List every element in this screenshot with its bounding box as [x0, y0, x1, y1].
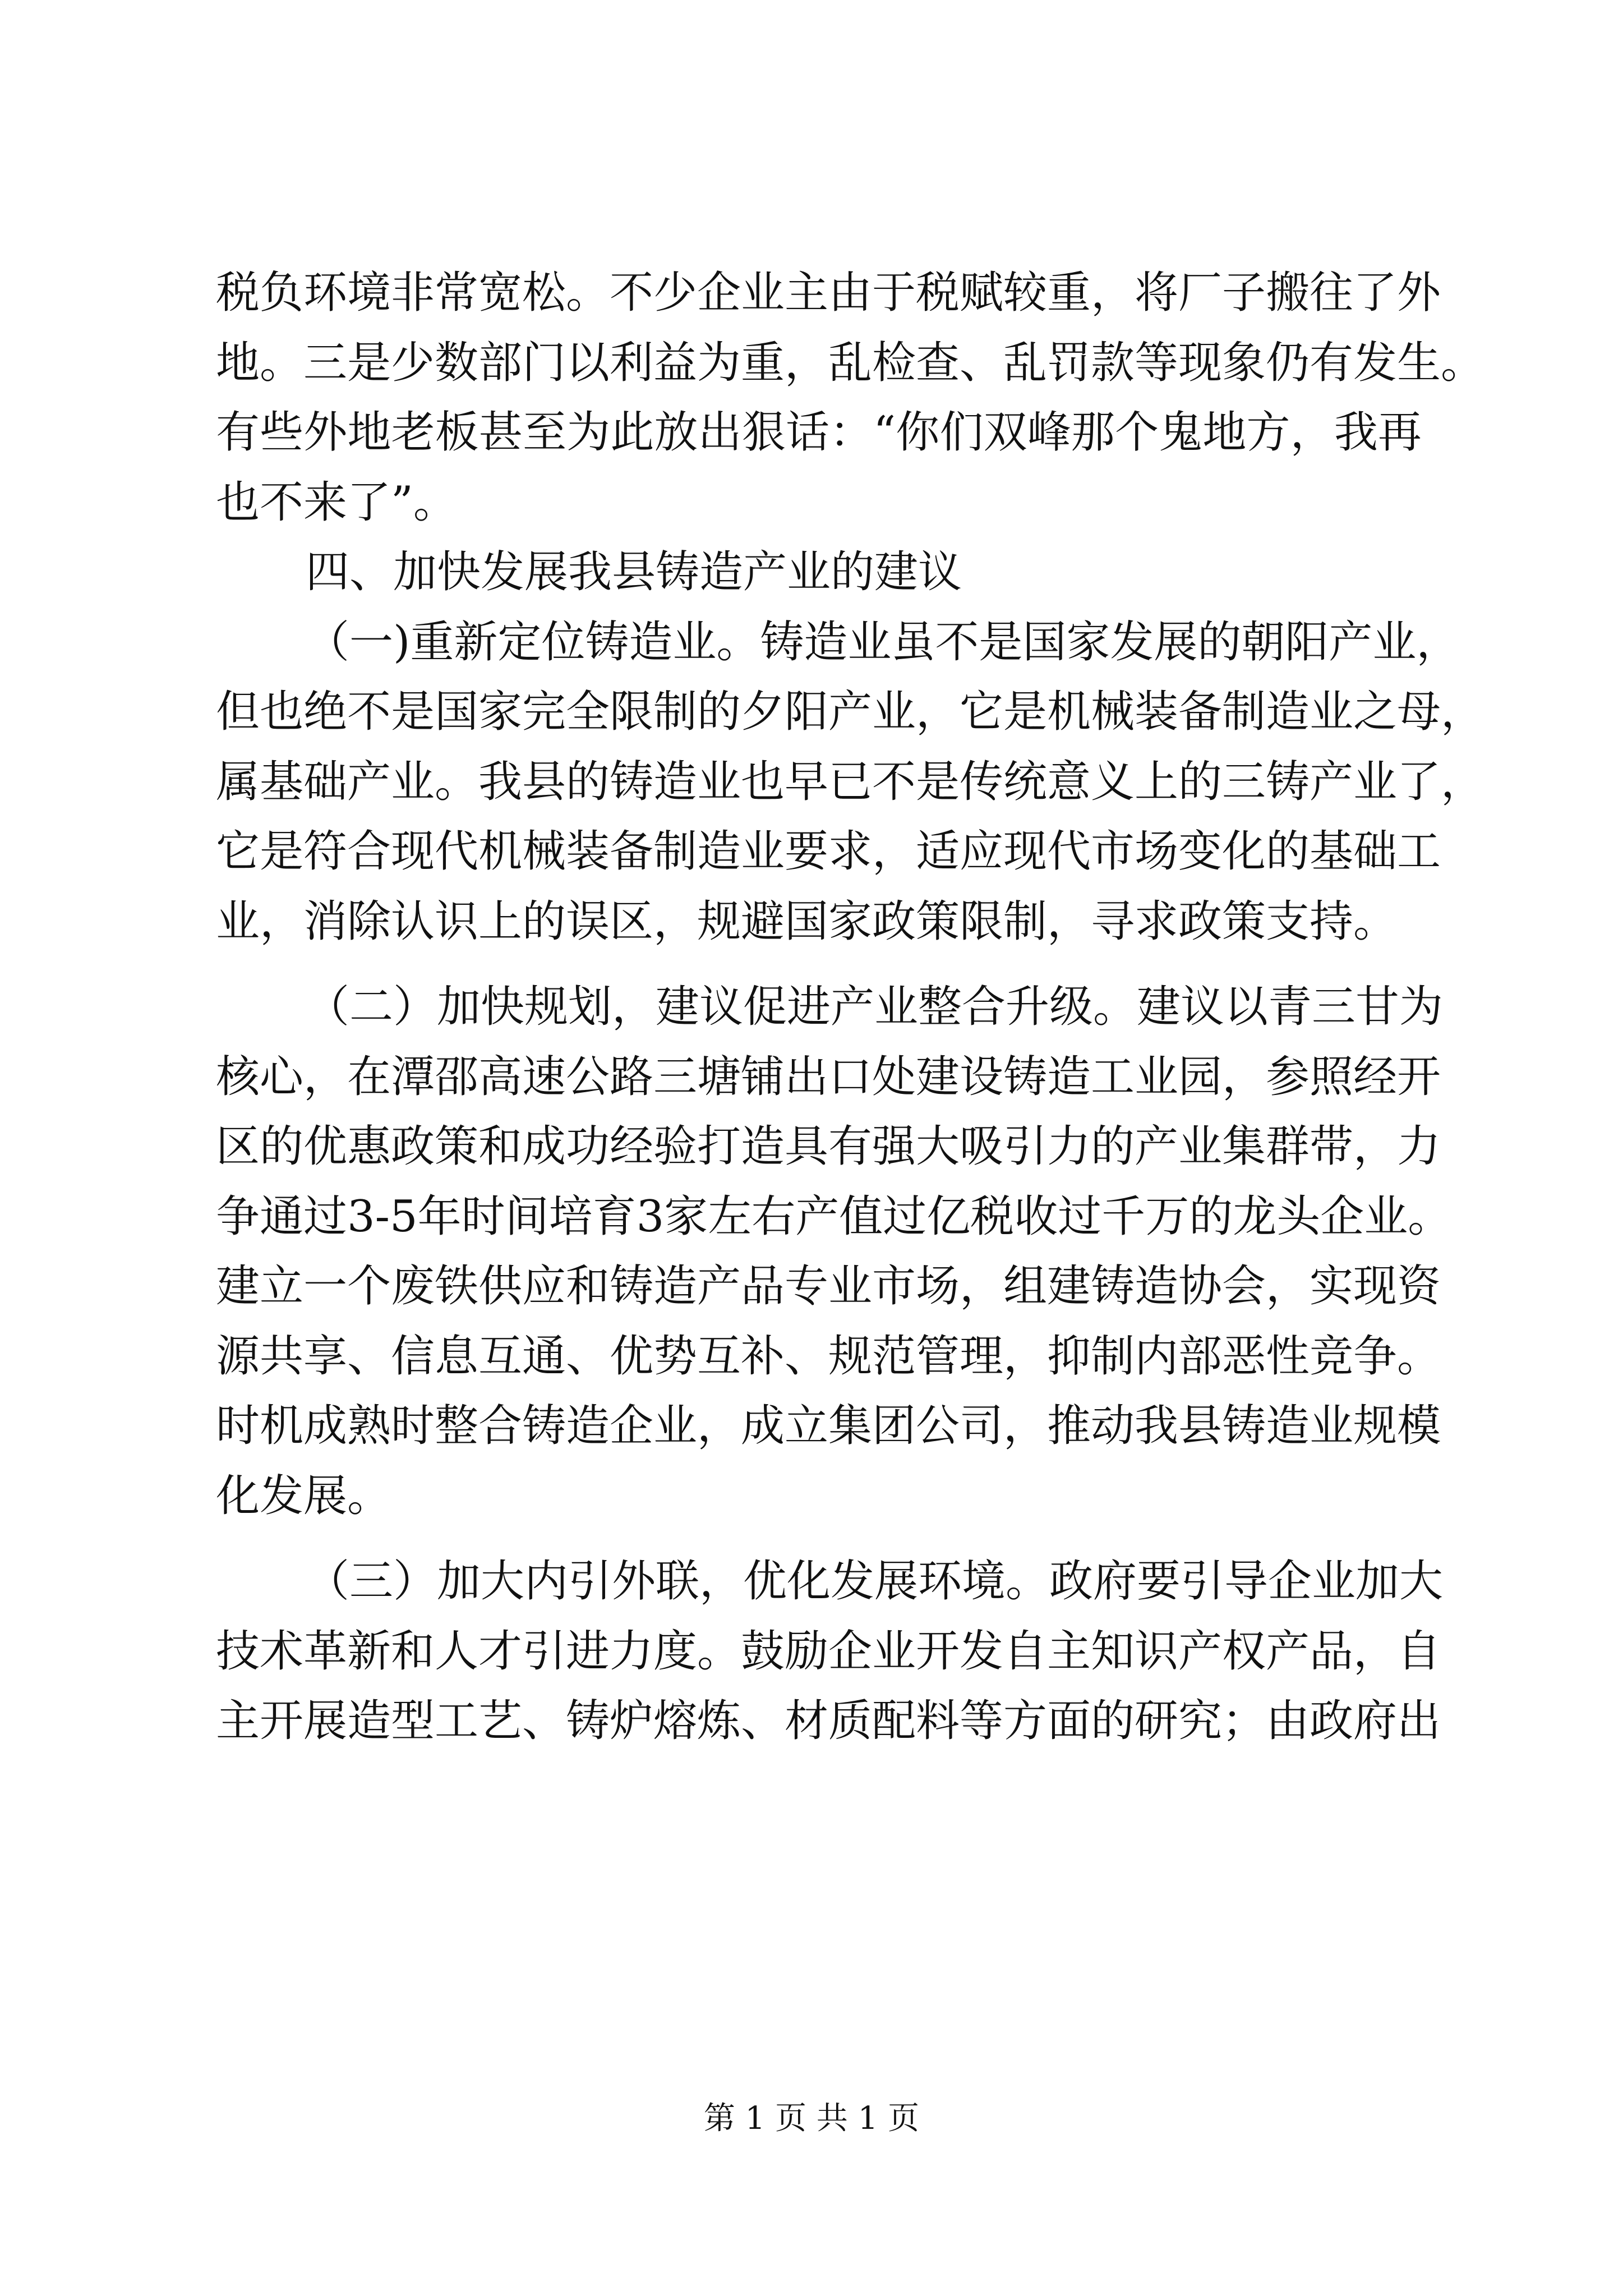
text-line: 它是符合现代机械装备制造业要求，适应现代市场变化的基础工	[216, 826, 1441, 877]
text-line: 源共享、信息互通、优势互补、规范管理，抑制内部恶性竞争。	[216, 1331, 1441, 1382]
text-line: 核心，在潭邵高速公路三塘铺出口处建设铸造工业园，参照经开	[216, 1051, 1441, 1102]
paragraph-spacer	[216, 956, 1422, 972]
text-line: 主开展造型工艺、铸炉熔炼、材质配料等方面的研究；由政府出	[216, 1696, 1441, 1746]
text-line: 税负环境非常宽松。不少企业主由于税赋较重，将厂子搬往了外	[216, 268, 1441, 318]
section-heading: 四、加快发展我县铸造产业的建议	[306, 547, 962, 597]
text-line: 化发展。	[216, 1470, 391, 1521]
page-footer	[0, 2099, 1623, 2138]
text-line: 但也绝不是国家完全限制的夕阳产业，它是机械装备制造业之母，	[216, 687, 1485, 737]
paragraph-spacer	[216, 1531, 1422, 1547]
page-number: 第 1 页 共 1 页	[703, 2100, 920, 2137]
text-line: （三）加大内引外联，优化发展环境。政府要引导企业加大	[306, 1556, 1444, 1607]
document-body	[216, 258, 1485, 1756]
text-line: 地。三是少数部门以利益为重，乱检查、乱罚款等现象仍有发生。	[216, 337, 1485, 388]
text-line: 业，消除认识上的误区，规避国家政策限制，寻求政策支持。	[216, 896, 1398, 947]
text-line: 技术革新和人才引进力度。鼓励企业开发自主知识产权产品，自	[216, 1626, 1441, 1677]
text-line: 建立一个废铁供应和铸造产品专业市场，组建铸造协会，实现资	[216, 1261, 1441, 1312]
text-line: 属基础产业。我县的铸造业也早已不是传统意义上的三铸产业了，	[216, 756, 1485, 807]
text-line: （二）加快规划，建议促进产业整合升级。建议以青三甘为	[306, 982, 1444, 1032]
text-line: 时机成熟时整合铸造企业，成立集团公司，推动我县铸造业规模	[216, 1401, 1441, 1451]
text-line: 也不来了”。	[216, 477, 457, 528]
text-line: （一)重新定位铸造业。铸造业虽不是国家发展的朝阳产业，	[306, 616, 1460, 668]
text-line: 区的优惠政策和成功经验打造具有强大吸引力的产业集群带，力	[216, 1121, 1441, 1172]
text-line: 争通过3-5年时间培育3家左右产值过亿税收过千万的龙头企业。	[216, 1191, 1452, 1242]
text-line: 有些外地老板甚至为此放出狠话：“你们双峰那个鬼地方，我再	[216, 407, 1422, 458]
